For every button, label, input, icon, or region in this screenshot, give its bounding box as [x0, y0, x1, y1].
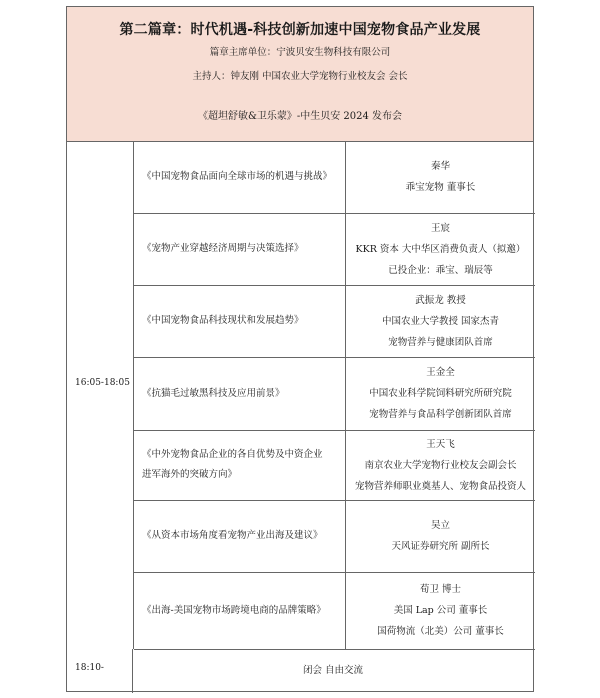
speaker-cell	[346, 285, 535, 357]
agenda-row	[134, 213, 535, 286]
speaker-title: 宠物营养师职业奠基人、宠物食品投资人	[354, 480, 526, 492]
speaker-name: 荀卫 博士	[419, 584, 462, 595]
speaker-name: 王金全	[426, 367, 455, 378]
topic-text: 《中国宠物食品面向全球市场的机遇与挑战》	[142, 171, 333, 182]
speaker-title: 天风证券研究所 副所长	[391, 541, 490, 552]
topic-text: 《中外宠物食品企业的各自优势及中资企业进军海外的突破方向》	[142, 449, 323, 480]
speaker-cell	[346, 572, 535, 649]
topic-cell	[134, 572, 346, 649]
speaker-name: 武振龙 教授	[415, 294, 466, 306]
topic-cell	[134, 213, 346, 285]
speaker-name: 王天飞	[426, 438, 455, 450]
speaker-cell	[346, 430, 535, 500]
topic-text: 《中国宠物食品科技现状和发展趋势》	[142, 315, 304, 326]
topic-text: 《出海-美国宠物市场跨境电商的品牌策略》	[142, 604, 326, 616]
closing-time: 18:10-	[75, 663, 104, 673]
speaker-name: 王宸	[430, 222, 450, 234]
speaker-title: 国荷物流（北美）公司 董事长	[377, 626, 504, 637]
closing-time-cell	[67, 649, 133, 693]
agenda-row	[134, 430, 535, 501]
speaker-title: 乖宝宠物 董事长	[405, 182, 476, 193]
agenda-row	[134, 141, 535, 214]
chapter-header	[67, 7, 533, 94]
speaker-name: 吴立	[430, 520, 450, 531]
speaker-title: KKR 资本 大中华区消费负责人（拟邀）	[355, 243, 526, 255]
topic-text: 《宠物产业穿越经济周期与决策选择》	[142, 243, 304, 254]
topic-text: 《抗猫毛过敏黑科技及应用前景》	[142, 387, 285, 399]
topic-cell	[134, 285, 346, 357]
topic-cell	[134, 141, 346, 213]
speaker-name: 秦华	[430, 161, 450, 172]
speaker-title: 已投企业：乖宝、瑞辰等	[388, 264, 493, 276]
closing-text: 闭会 自由交流	[302, 665, 364, 676]
chair-unit: 篇章主席单位：宁波贝安生物科技有限公司	[209, 47, 391, 58]
session-time-cell	[67, 141, 134, 649]
agenda-row	[134, 572, 535, 650]
speaker-title: 美国 Lap 公司 董事长	[393, 605, 488, 616]
host-line: 主持人：钟友刚 中国农业大学宠物行业校友会 会长	[192, 71, 408, 82]
topic-cell	[134, 357, 346, 430]
agenda-row	[134, 500, 535, 573]
launch-event: 《超坦舒敏&卫乐蒙》-中生贝安 2024 发布会	[67, 93, 533, 142]
closing-row	[67, 649, 533, 693]
chapter-title: 第二篇章：时代机遇-科技创新加速中国宠物食品产业发展	[119, 22, 481, 38]
speaker-title: 南京农业大学宠物行业校友会副会长	[364, 459, 517, 471]
session-time: 16:05-18:05	[75, 378, 130, 388]
speaker-title: 宠物营养与食品科学创新团队首席	[369, 409, 512, 420]
speaker-title: 宠物营养与健康团队首席	[388, 336, 493, 348]
speaker-cell	[346, 500, 535, 572]
speaker-cell	[346, 141, 535, 213]
speaker-cell	[346, 357, 535, 430]
agenda-row	[134, 285, 535, 358]
topic-text: 《从资本市场角度看宠物产业出海及建议》	[142, 530, 323, 541]
agenda-table	[66, 6, 534, 692]
speaker-cell	[346, 213, 535, 285]
topic-cell	[134, 500, 346, 572]
topic-cell	[134, 430, 346, 500]
agenda-row	[134, 357, 535, 431]
speaker-title: 中国农业大学教授 国家杰青	[381, 315, 500, 327]
speaker-title: 中国农业科学院饲料研究所研究院	[369, 388, 512, 399]
